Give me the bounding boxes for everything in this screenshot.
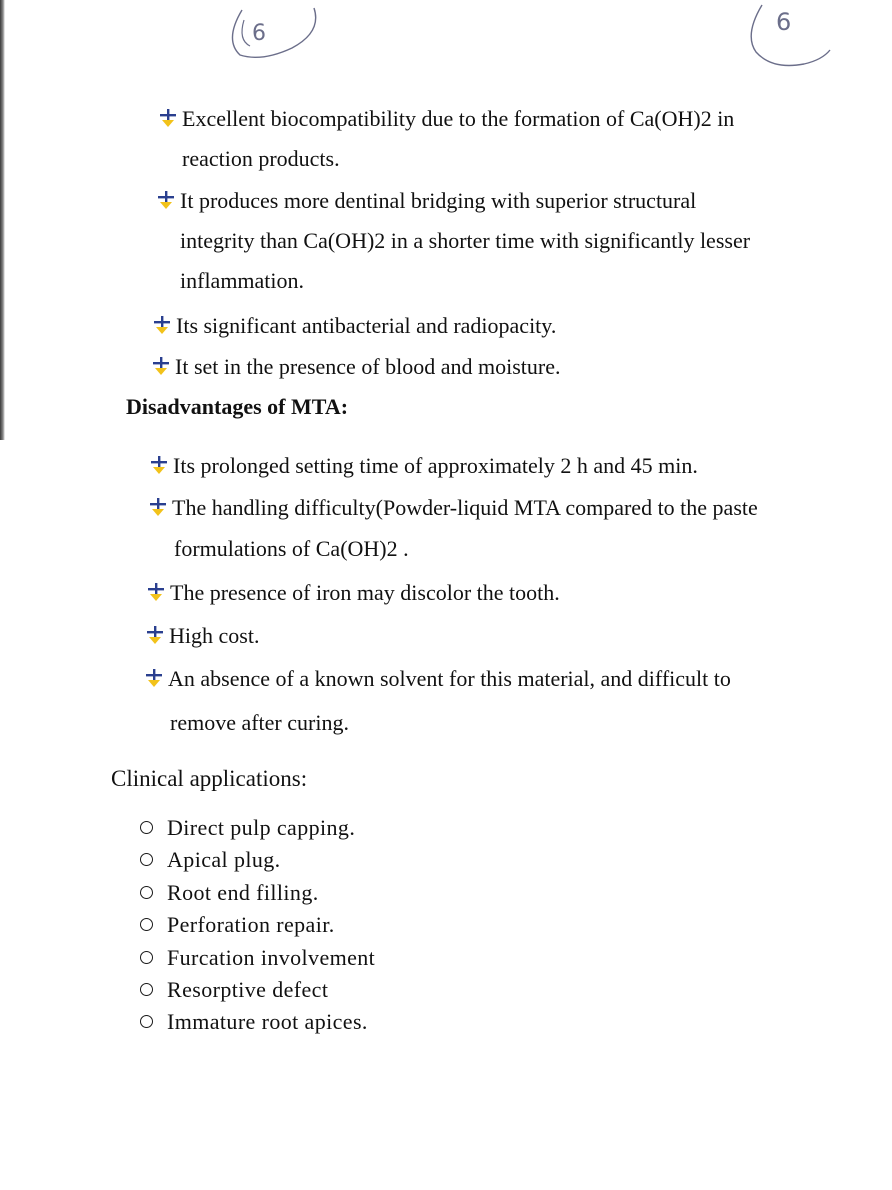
list-item: [140, 844, 375, 876]
down-arrow-bullet-icon: [151, 356, 171, 376]
application-text: Root end filling.: [167, 879, 319, 905]
circle-bullet-icon: [140, 886, 153, 899]
application-text: Direct pulp capping.: [167, 815, 356, 840]
advantage-text: It produces more dentinal bridging with superior structural: [180, 188, 697, 213]
application-text: Apical plug.: [167, 847, 281, 873]
application-text: Resorptive defect: [167, 976, 329, 1002]
circle-bullet-icon: [140, 951, 153, 964]
disadvantage-item: [146, 572, 560, 613]
advantage-item: [151, 346, 561, 387]
disadvantage-item: [149, 445, 698, 486]
clinical-applications-title: Clinical applications:: [111, 766, 308, 791]
clinical-applications-list: [140, 812, 375, 1039]
advantage-item: [158, 98, 734, 139]
handwritten-page-number-right: [742, 0, 852, 75]
list-item: [140, 909, 375, 941]
down-arrow-bullet-icon: [144, 668, 164, 688]
disadvantage-continuation: formulations of Ca(OH)2 .: [174, 536, 409, 561]
disadvantage-text: An absence of a known solvent for this material, and difficult to: [168, 666, 731, 691]
disadvantage-item: [144, 658, 731, 699]
list-item: [140, 974, 375, 1006]
disadvantage-item: [148, 487, 758, 528]
list-item: [140, 942, 375, 974]
application-text: Furcation involvement: [167, 944, 376, 970]
down-arrow-bullet-icon: [152, 315, 172, 335]
circle-bullet-icon: [140, 821, 153, 834]
advantage-text: Its significant antibacterial and radiopacity.: [176, 313, 557, 338]
page-number-left-text: 6: [252, 21, 266, 46]
down-arrow-bullet-icon: [158, 108, 178, 128]
disadvantages-heading: Disadvantages of MTA:: [126, 394, 349, 419]
advantage-continuation: integrity than Ca(OH)2 in a shorter time with significantly lesser: [180, 228, 751, 253]
down-arrow-bullet-icon: [146, 582, 166, 602]
advantage-text: It set in the presence of blood and moisture.: [175, 354, 561, 379]
down-arrow-bullet-icon: [148, 497, 168, 517]
disadvantage-text: The handling difficulty(Powder-liquid MTA compared to the paste: [172, 495, 758, 520]
advantage-continuation: inflammation.: [180, 268, 305, 293]
advantage-text: Excellent biocompatibility due to the formation of Ca(OH)2 in: [182, 106, 735, 131]
disadvantage-text: High cost.: [169, 623, 260, 648]
disadvantage-text: The presence of iron may discolor the tooth.: [170, 580, 560, 605]
circle-bullet-icon: [140, 918, 153, 931]
down-arrow-bullet-icon: [145, 625, 165, 645]
disadvantage-text: Its prolonged setting time of approximately 2 h and 45 min.: [173, 453, 698, 478]
advantage-item: [156, 180, 696, 221]
page-number-right-text: 6: [776, 8, 792, 36]
advantage-continuation: reaction products.: [182, 146, 340, 171]
circle-bullet-icon: [140, 1015, 153, 1028]
disadvantage-item: [145, 615, 259, 656]
application-text: Immature root apices.: [167, 1009, 368, 1035]
list-item: [140, 877, 375, 909]
circle-bullet-icon: [140, 983, 153, 996]
circle-bullet-icon: [140, 853, 153, 866]
application-text: Perforation repair.: [167, 912, 335, 938]
handwritten-page-number-left: [222, 0, 332, 65]
list-item: [140, 1006, 375, 1038]
down-arrow-bullet-icon: [149, 455, 169, 475]
advantage-item: [152, 305, 556, 346]
page-edge-shadow: [0, 0, 5, 440]
down-arrow-bullet-icon: [156, 190, 176, 210]
list-item: [140, 812, 375, 844]
disadvantage-continuation: remove after curing.: [170, 710, 349, 735]
